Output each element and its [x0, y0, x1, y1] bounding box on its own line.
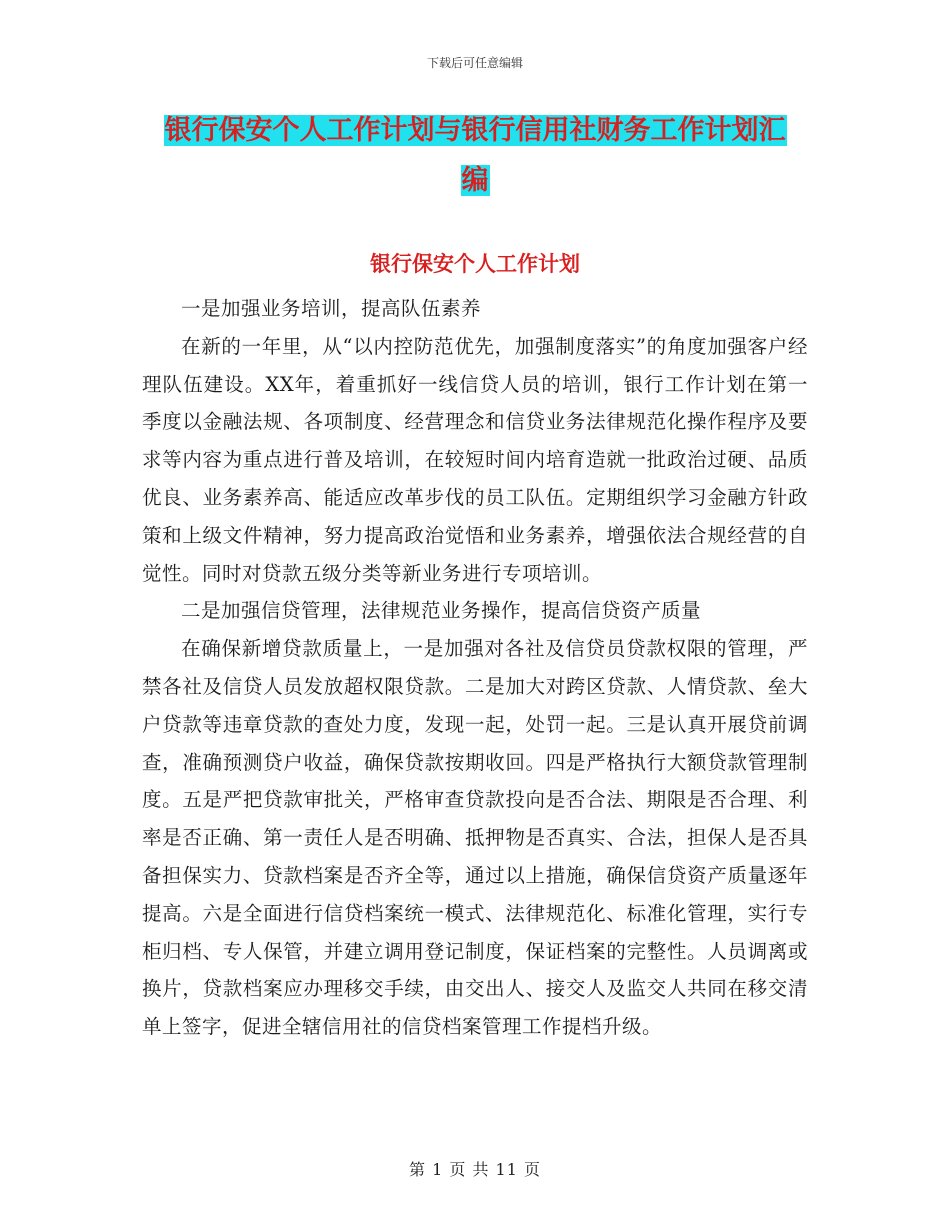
paragraph-heading-1: 一是加强业务培训，提高队伍素养	[181, 297, 482, 320]
document-title	[0, 106, 950, 206]
page-footer: 第 1 页 共 11 页	[409, 1160, 541, 1179]
document-title-line-1: 银行保安个人工作计划与银行信用社财务工作计划汇	[164, 115, 786, 146]
document-body	[142, 290, 808, 1046]
document-title-line-2: 编	[461, 165, 489, 196]
paragraph: 在新的一年里，从“以内控防范优先，加强制度落实”的角度加强客户经理队伍建设。XX年，着重抓好一线信贷人员的培训，银行工作计划在第一季度以金融法规、各项制度、经营理念和信贷业务法律规范化操作程序及要求等内容为重点进行普及培训，在较短时间内培育造就一批政治过硬、品质优良、业务素养高、能适应改革步伐的员工队伍。定期组织学习金融方针政策和上级文件精神，努力提高政治觉悟和业务素养，增强依法合规经营的自觉性。同时对贷款五级分类等新业务进行专项培训。	[142, 334, 808, 585]
paragraph-heading-2: 二是加强信贷管理，法律规范业务操作，提高信贷资产质量	[181, 599, 702, 623]
paragraph: 在确保新增贷款质量上，一是加强对各社及信贷员贷款权限的管理，严禁各社及信贷人员发放超权限贷款。二是加大对跨区贷款、人情贷款、垒大户贷款等违章贷款的查处力度，发现一起，处罚一起。三是认真开展贷前调查，准确预测贷户收益，确保贷款按期收回。四是严格执行大额贷款管理制度。五是严把贷款审批关，严格审查贷款投向是否合法、期限是否合理、利率是否正确、第一责任人是否明确、抵押物是否真实、合法，担保人是否具备担保实力、贷款档案是否齐全等，通过以上措施，确保信贷资产质量逐年提高。六是全面进行信贷档案统一模式、法律规范化、标准化管理，实行专柜归档、专人保管，并建立调用登记制度，保证档案的完整性。人员调离或换片，贷款档案应办理移交手续，由交出人、接交人及监交人共同在移交清单上签字，促进全辖信用社的信贷档案管理工作提档升级。	[142, 637, 808, 1039]
page-header: 下载后可任意编辑	[426, 56, 523, 70]
section-title: 银行保安个人工作计划	[370, 252, 580, 276]
